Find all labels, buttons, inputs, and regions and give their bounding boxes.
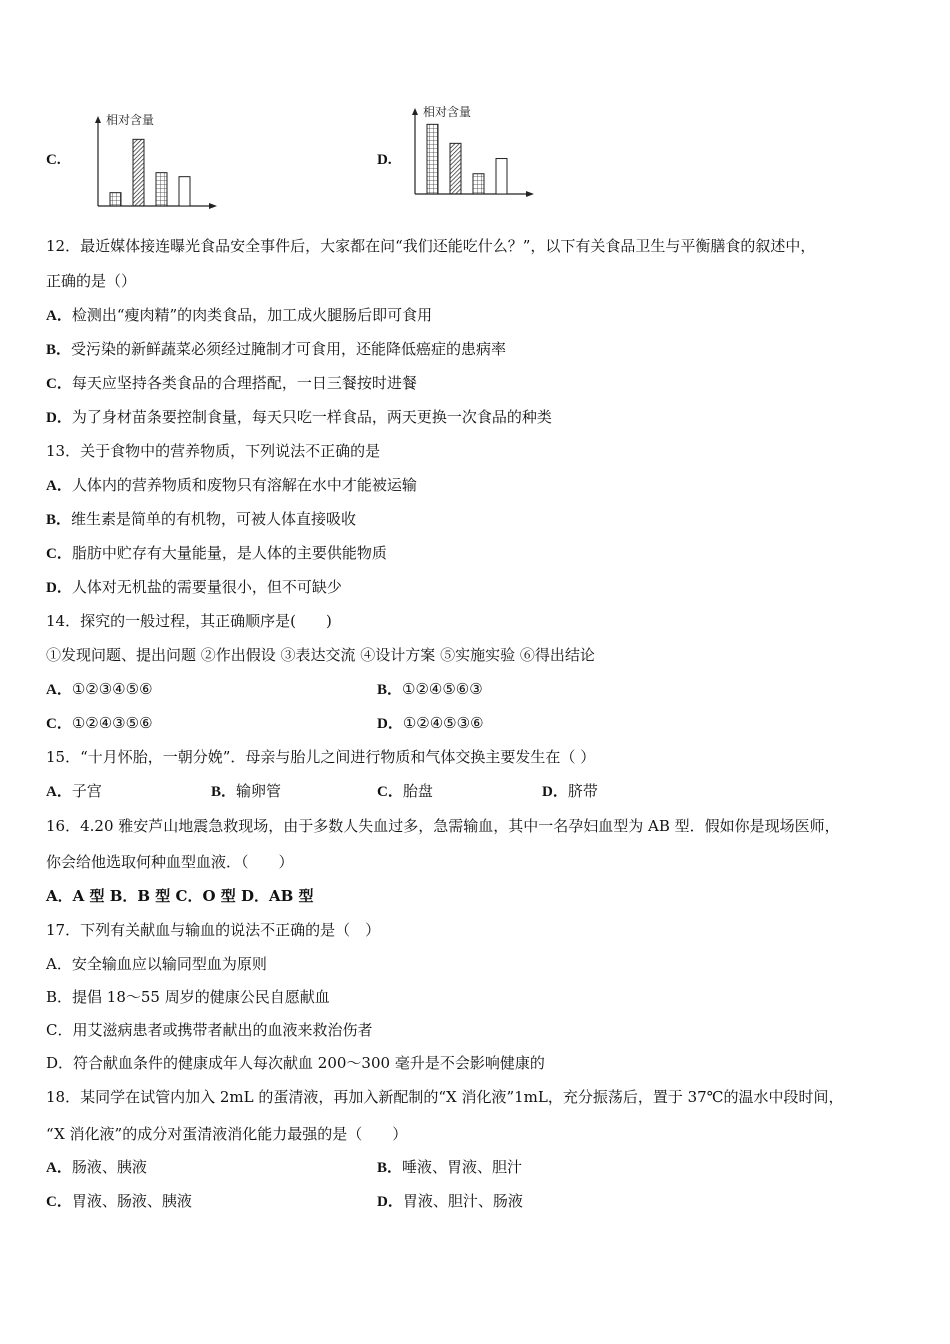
q16-stem-line2: 你会给他选取何种血型血液．（ ） [46, 853, 294, 871]
bar-4 [496, 159, 507, 194]
option-label: D． [542, 784, 568, 800]
option-text: 肠液、胰液 [71, 1158, 147, 1176]
option-text: 唾液、胃液、胆汁 [402, 1158, 523, 1176]
option-label: A． [46, 478, 72, 494]
q14-option-a[interactable] [46, 679, 153, 700]
y-axis-arrow [412, 108, 418, 115]
option-text: 检测出“瘦肉精”的肉类食品，加工成火腿肠后即可食用 [71, 306, 433, 324]
option-text: 维生素是简单的有机物，可被人体直接吸收 [71, 510, 357, 528]
y-axis-label: 相对含量 [423, 105, 472, 119]
option-text: 人体内的营养物质和废物只有溶解在水中才能被运输 [71, 476, 417, 494]
option-label: B． [377, 682, 403, 698]
q18-option-a[interactable] [46, 1157, 147, 1178]
q12-option-a[interactable] [46, 305, 432, 326]
x-axis-arrow [209, 203, 217, 209]
q12-option-d[interactable] [46, 407, 552, 428]
option-label: A． [46, 1160, 72, 1176]
option-label: C． [377, 784, 403, 800]
bar-chart-d [405, 104, 540, 200]
option-text: 每天应坚持各类食品的合理搭配，一日三餐按时进餐 [71, 374, 417, 392]
q18-option-b[interactable] [377, 1157, 522, 1178]
q13-option-d[interactable] [46, 577, 342, 598]
bar-chart-c [88, 112, 223, 212]
q16-stem-line1: 16．4.20 雅安芦山地震急救现场，由于多数人失血过多，急需输血，其中一名孕妇血型为 AB 型．假如你是现场医师， [46, 817, 840, 835]
q14-steps: ①发现问题、提出问题 ②作出假设 ③表达交流 ④设计方案 ⑤实施实验 ⑥得出结论 [46, 646, 595, 664]
option-text: 脂肪中贮存有大量能量，是人体的主要供能物质 [71, 544, 387, 562]
q16-options[interactable]: A．A 型 B．B 型 C．O 型 D．AB 型 [46, 887, 314, 905]
q14-stem: 14．探究的一般过程，其正确顺序是( ) [46, 612, 332, 630]
option-text: ①②④⑤③⑥ [402, 714, 484, 732]
x-axis-arrow [526, 191, 534, 197]
chart-d-option-label: D. [377, 152, 392, 168]
option-text: 胃液、胆汁、肠液 [402, 1192, 523, 1210]
option-text: 输卵管 [236, 782, 282, 800]
bar-1 [427, 124, 438, 194]
option-text: 为了身材苗条要控制食量，每天只吃一样食品，两天更换一次食品的种类 [71, 408, 552, 426]
bar-3 [473, 174, 484, 194]
bar-4 [179, 177, 190, 206]
q17-option-d[interactable]: D．符合献血条件的健康成年人每次献血 200～300 毫升是不会影响健康的 [46, 1054, 545, 1072]
option-label: D． [377, 716, 403, 732]
option-label: A． [46, 784, 72, 800]
y-axis-label: 相对含量 [106, 113, 155, 127]
q15-stem: 15．“十月怀胎，一朝分娩”．母亲与胎儿之间进行物质和气体交换主要发生在（ ） [46, 748, 596, 766]
option-label: C． [46, 716, 72, 732]
option-text: ①②④⑤⑥③ [402, 680, 483, 698]
bar-3 [156, 173, 167, 206]
q13-option-c[interactable] [46, 543, 387, 564]
q18-option-c[interactable] [46, 1191, 192, 1212]
option-label: B． [46, 342, 72, 358]
option-label: C． [46, 1194, 72, 1210]
option-label: B． [211, 784, 237, 800]
q17-stem: 17．下列有关献血与输血的说法不正确的是（ ） [46, 921, 381, 939]
q12-option-b[interactable] [46, 339, 506, 360]
q17-option-a[interactable]: A．安全输血应以输同型血为原则 [46, 955, 267, 973]
option-label: D． [46, 410, 72, 426]
q18-option-d[interactable] [377, 1191, 523, 1212]
q12-option-c[interactable] [46, 373, 417, 394]
option-text: 子宫 [71, 782, 102, 800]
option-text: 胎盘 [402, 782, 433, 800]
q15-option-a[interactable] [46, 781, 102, 802]
q15-option-d[interactable] [542, 781, 598, 802]
option-label: A． [46, 682, 72, 698]
q15-option-c[interactable] [377, 781, 433, 802]
option-text: ①②④③⑤⑥ [71, 714, 153, 732]
y-axis-arrow [95, 116, 101, 123]
bar-2 [450, 143, 461, 194]
bar-2 [133, 139, 144, 206]
option-label: D． [46, 580, 72, 596]
option-text: ①②③④⑤⑥ [71, 680, 153, 698]
q12-stem-line1: 12．最近媒体接连曝光食品安全事件后，大家都在问“我们还能吃什么？”，以下有关食品卫生与平衡膳食的叙述中， [46, 237, 816, 255]
option-label: A． [46, 308, 72, 324]
q13-stem: 13．关于食物中的营养物质，下列说法不正确的是 [46, 442, 381, 460]
option-label: C． [46, 546, 72, 562]
option-text: 脐带 [567, 782, 598, 800]
option-label: B． [377, 1160, 403, 1176]
q14-option-b[interactable] [377, 679, 483, 700]
q17-option-b[interactable]: B．提倡 18～55 周岁的健康公民自愿献血 [46, 988, 330, 1006]
q17-option-c[interactable]: C．用艾滋病患者或携带者献出的血液来救治伤者 [46, 1021, 373, 1039]
option-text: 人体对无机盐的需要量很小，但不可缺少 [71, 578, 342, 596]
q12-stem-line2: 正确的是（） [46, 272, 137, 290]
option-text: 受污染的新鲜蔬菜必须经过腌制才可食用，还能降低癌症的患病率 [71, 340, 507, 358]
q13-option-b[interactable] [46, 509, 356, 530]
q13-option-a[interactable] [46, 475, 417, 496]
option-label: D． [377, 1194, 403, 1210]
q15-option-b[interactable] [211, 781, 281, 802]
q18-stem-line2: “X 消化液”的成分对蛋清液消化能力最强的是（ ） [46, 1125, 408, 1143]
q14-option-d[interactable] [377, 713, 484, 734]
q14-option-c[interactable] [46, 713, 153, 734]
option-label: C． [46, 376, 72, 392]
q18-stem-line1: 18．某同学在试管内加入 2mL 的蛋清液，再加入新配制的“X 消化液”1mL，充分振荡后，置于 37℃的温水中段时间， [46, 1088, 844, 1106]
option-text: 胃液、肠液、胰液 [71, 1192, 192, 1210]
bar-1 [110, 193, 121, 206]
chart-c-option-label: C. [46, 152, 61, 168]
option-label: B． [46, 512, 72, 528]
